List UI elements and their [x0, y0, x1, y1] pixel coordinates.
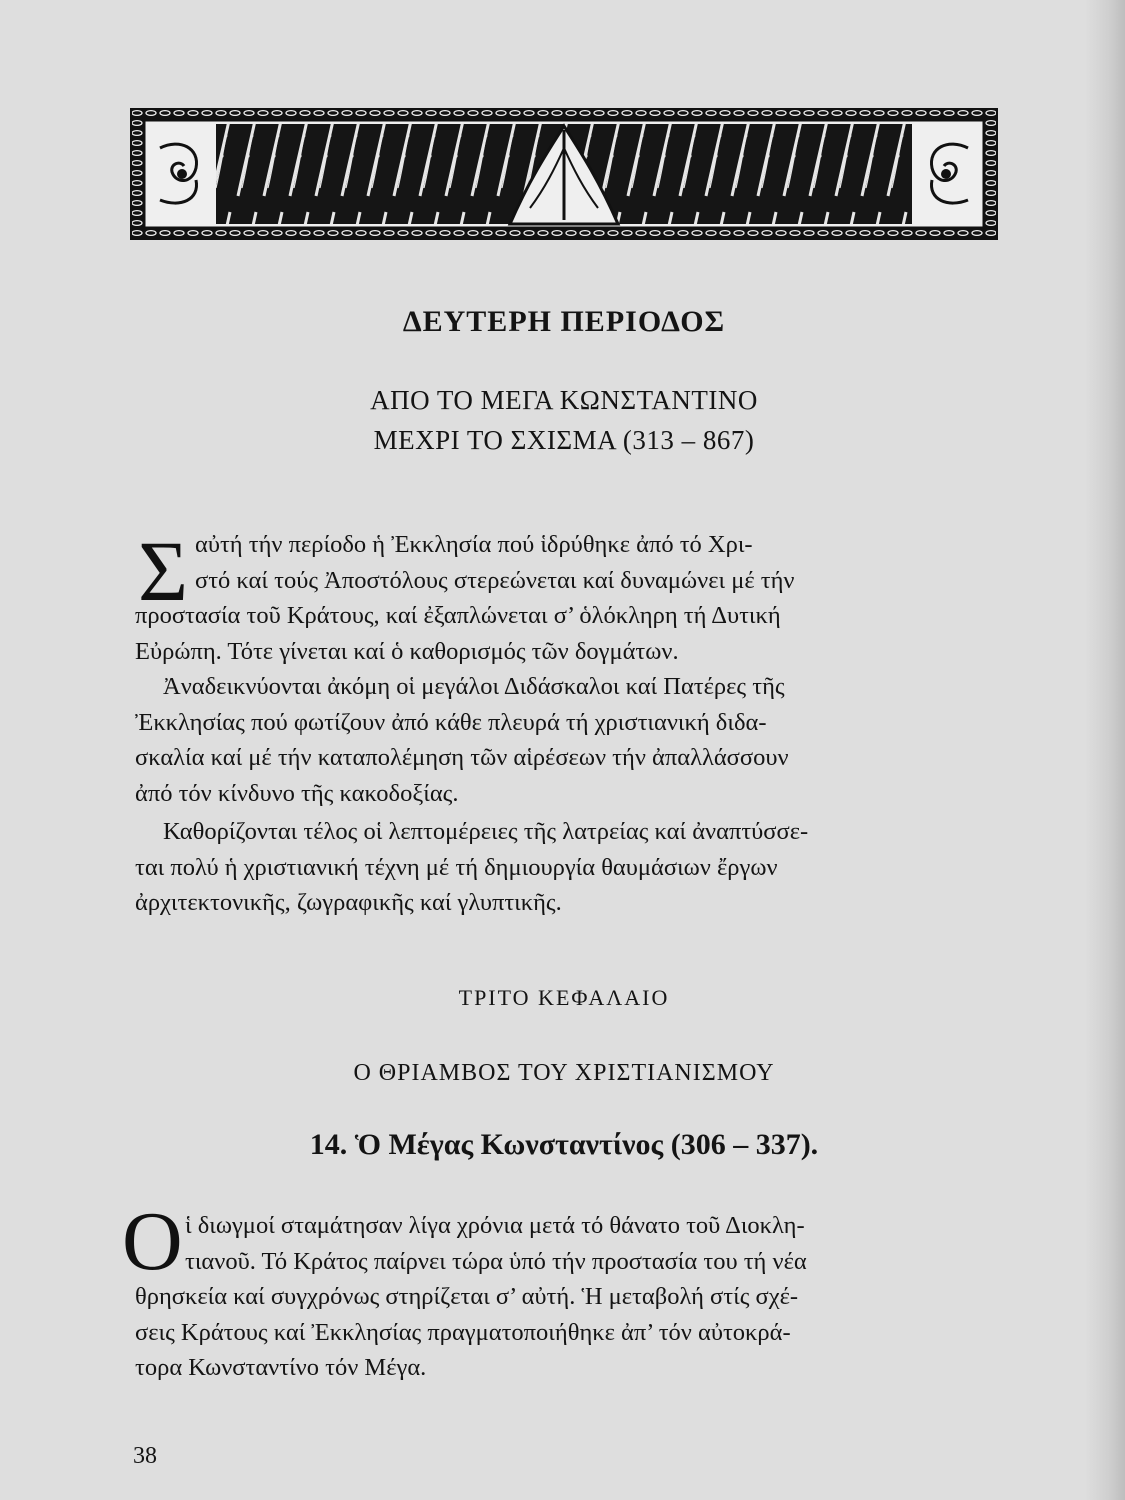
text-line: αὐτή τήν περίοδο ἡ Ἐκκλησία πού ἱδρύθηκε ἀπό τό Χρι- [195, 531, 753, 558]
text-line: Εὐρώπη. Τότε γίνεται καί ὁ καθορισμός τῶν δογμάτων. [135, 637, 679, 665]
text-line: ἱ διωγμοί σταμάτησαν λίγα χρόνια μετά τό θάνατο τοῦ Διοκλη- [185, 1212, 805, 1239]
ornament-graphic [130, 108, 998, 240]
period-subtitle-line-2: ΜΕΧΡΙ ΤΟ ΣΧΙΣΜΑ (313 – 867) [373, 425, 755, 455]
section-dropcap: Ο [122, 1195, 183, 1288]
intro-paragraph-1 [135, 523, 1005, 669]
text-line: στό καί τούς Ἀποστόλους στερεώνεται καί δυναμώνει μέ τήν [195, 566, 795, 594]
chapter-title: Ο ΘΡΙΑΜΒΟΣ ΤΟΥ ΧΡΙΣΤΙΑΝΙΣΜΟΥ [353, 1060, 775, 1086]
section-title: 14. Ὁ Μέγας Κωνσταντίνος (306 – 337). [309, 1128, 819, 1161]
text-line: θρησκεία καί συγχρόνως στηρίζεται σ’ αὐτή. Ἡ μεταβολή στίς σχέ- [135, 1283, 799, 1310]
chapter-label: ΤΡΙΤΟ ΚΕΦΑΛΑΙΟ [458, 985, 670, 1010]
text-line: τιανοῦ. Τό Κράτος παίρνει τώρα ὑπό τήν προστασία του τή νέα [185, 1247, 807, 1275]
text-line: σκαλία καί μέ τήν καταπολέμηση τῶν αἱρέσεων τήν ἀπαλλάσσουν [135, 744, 789, 771]
text-line: σεις Κράτους καί Ἐκκλησίας πραγματοποιήθηκε ἀπ’ τόν αὐτοκρά- [135, 1318, 791, 1346]
period-subtitle-line-1: ΑΠΟ ΤΟ ΜΕΓΑ ΚΩΝΣΤΑΝΤΙΝΟ [370, 385, 758, 415]
period-title: ΔΕΥΤΕΡΗ ΠΕΡΙΟΔΟΣ [402, 305, 726, 338]
text-line: ται πολύ ἡ χριστιανική τέχνη μέ τή δημιουργία θαυμάσιων ἔργων [135, 853, 778, 881]
header-ornament [130, 108, 998, 240]
text-line: Ἀναδεικνύονται ἀκόμη οἱ μεγάλοι Διδάσκαλοι καί Πατέρες τῆς [163, 673, 785, 700]
text-line: προστασία τοῦ Κράτους, καί ἐξαπλώνεται σ’ ὁλόκληρη τή Δυτική [135, 602, 781, 629]
period-subtitle [130, 380, 998, 460]
intro-paragraph-3 [135, 814, 1005, 921]
intro-paragraph-2 [135, 669, 1005, 811]
page-edge-shadow [1085, 0, 1125, 1500]
text-line: Ἐκκλησίας πού φωτίζουν ἀπό κάθε πλευρά τή χριστιανική διδα- [135, 708, 767, 736]
intro-dropcap: Σ [138, 523, 189, 619]
text-line: ἀρχιτεκτονικῆς, ζωγραφικῆς καί γλυπτικῆς. [135, 889, 562, 916]
text-line: Καθορίζονται τέλος οἱ λεπτομέρειες τῆς λατρείας καί ἀναπτύσσε- [163, 818, 809, 845]
text-line: ἀπό τόν κίνδυνο τῆς κακοδοξίας. [135, 779, 459, 807]
section-paragraph [135, 1208, 1005, 1386]
text-line: τορα Κωνσταντίνο τόν Μέγα. [135, 1354, 427, 1381]
page-number: 38 [133, 1443, 157, 1469]
